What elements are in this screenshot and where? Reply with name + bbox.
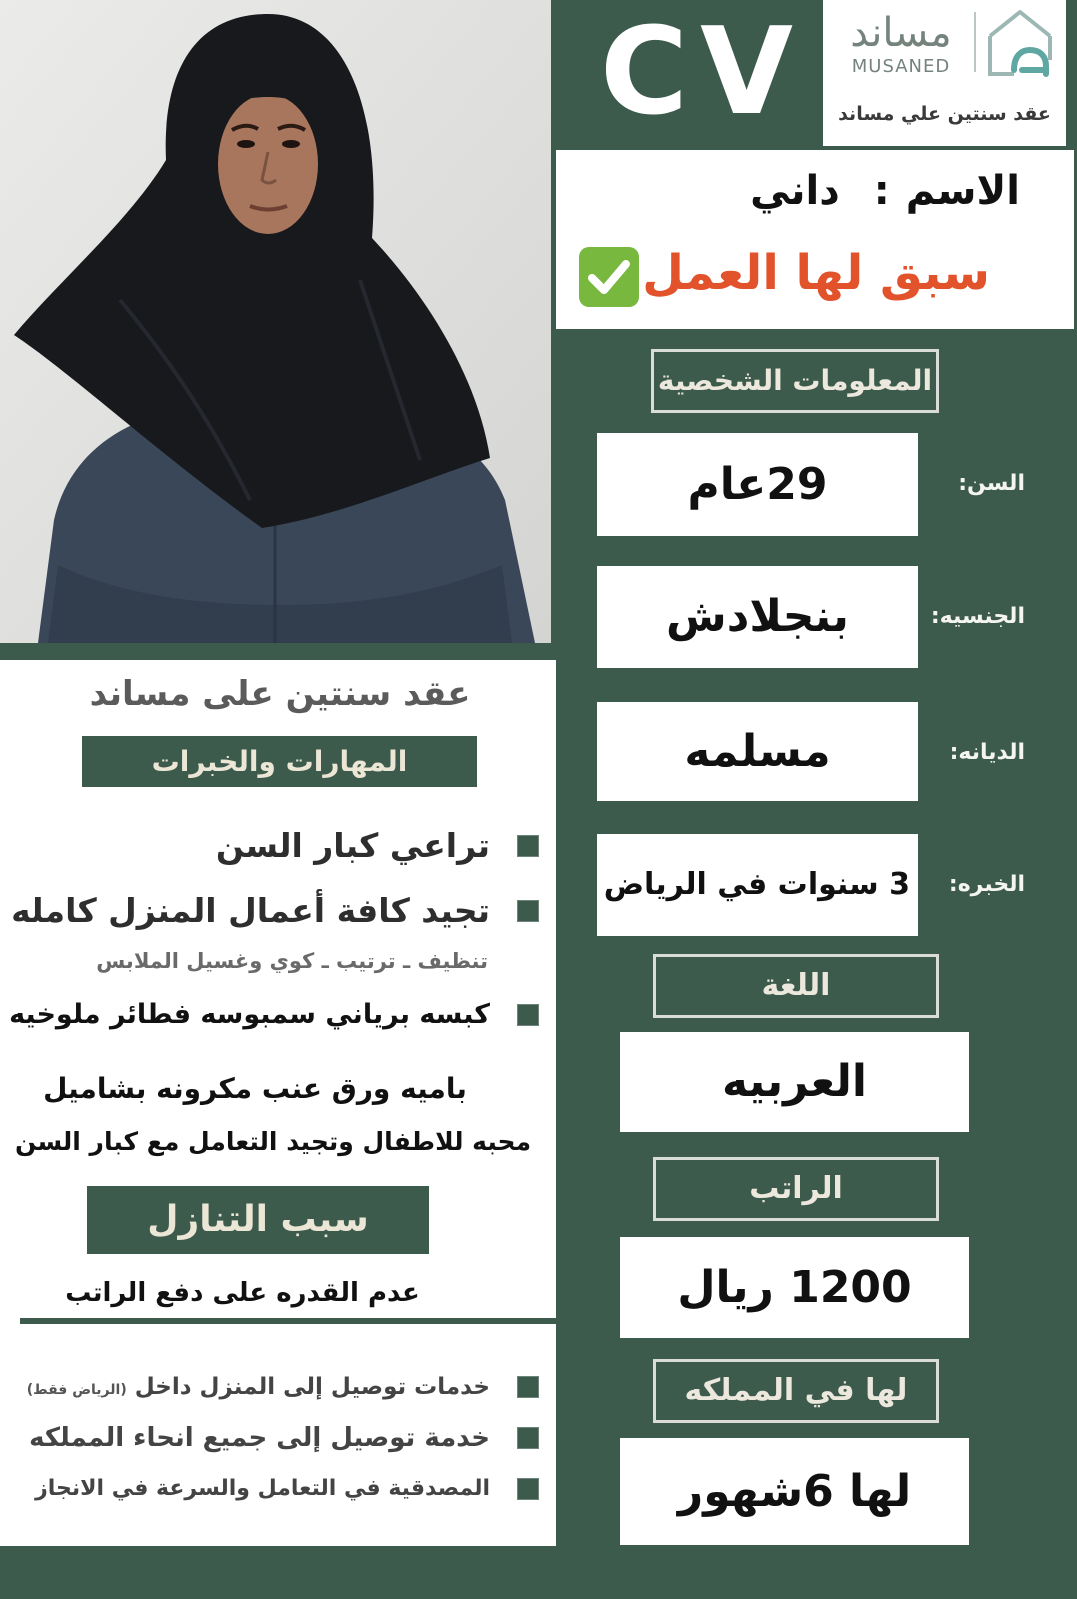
musaned-logo-icon <box>984 6 1056 78</box>
nationality-value: بنجلادش <box>597 566 918 668</box>
skill-item: تجيد كافة أعمال المنزل كامله <box>11 891 490 930</box>
salary-title: الراتب <box>653 1157 939 1221</box>
square-bullet-icon <box>517 1004 539 1026</box>
logo-tagline: عقد سنتين علي مساند <box>838 103 1051 125</box>
service-item: المصدقية في التعامل والسرعة في الانجاز <box>35 1476 490 1501</box>
nationality-label: الجنسيه: <box>930 604 1025 629</box>
square-bullet-icon <box>517 900 539 922</box>
logo-divider <box>974 12 976 72</box>
skill-item: تراعي كبار السن <box>215 826 490 865</box>
waiver-reason-title: سبب التنازل <box>87 1186 429 1254</box>
religion-value: مسلمه <box>597 702 918 801</box>
cv-title: CV <box>600 3 805 142</box>
name-label: الاسم <box>905 168 1020 214</box>
waiver-reason: عدم القدره على دفع الراتب <box>65 1278 420 1308</box>
service-item <box>20 1367 490 1407</box>
musaned-logo-box <box>823 0 1066 146</box>
square-bullet-icon <box>517 1478 539 1500</box>
service-text: خدمات توصيل إلى المنزل داخل <box>134 1374 490 1400</box>
square-bullet-icon <box>517 1376 539 1398</box>
personal-info-title: المعلومات الشخصية <box>651 349 939 413</box>
logo-name-arabic: مساند <box>850 10 952 56</box>
experience-label: الخبره: <box>948 872 1025 897</box>
square-bullet-icon <box>517 1427 539 1449</box>
name-separator: : <box>873 168 890 214</box>
time-in-kingdom-title: لها في المملكه <box>653 1359 939 1423</box>
skill-item: كبسه برياني سمبوسه فطائر ملوخيه <box>9 999 490 1030</box>
age-value: 29عام <box>597 433 918 536</box>
age-label: السن: <box>958 471 1025 496</box>
religion-label: الديانه: <box>949 740 1025 765</box>
check-mark-icon <box>576 244 642 310</box>
language-value: العربيه <box>620 1032 969 1132</box>
logo-name-english: MUSANED <box>851 56 951 77</box>
skill-line: محبه للاطفال وتجيد التعامل مع كبار السن <box>14 1127 532 1156</box>
profile-photo <box>0 0 551 643</box>
skills-title: المهارات والخبرات <box>82 736 477 787</box>
experience-value: 3 سنوات في الرياض <box>597 834 918 936</box>
service-item: خدمة توصيل إلى جميع انحاء المملكه <box>29 1423 490 1453</box>
name-row <box>670 160 1020 222</box>
time-in-kingdom-value: لها 6شهور <box>620 1438 969 1545</box>
language-title: اللغة <box>653 954 939 1018</box>
contract-heading: عقد سنتين على مساند <box>89 674 471 714</box>
work-status: سبق لها العمل <box>642 245 990 301</box>
panel-divider <box>20 1318 556 1324</box>
worker-name: داني <box>750 168 840 214</box>
service-note: (الرياض فقط) <box>26 1382 127 1398</box>
skill-line: باميه ورق عنب مكرونه بشاميل <box>43 1072 467 1105</box>
salary-value: 1200 ريال <box>620 1237 969 1338</box>
square-bullet-icon <box>517 835 539 857</box>
skill-subitem: تنظيف ـ ترتيب ـ كوي وغسيل الملابس <box>96 949 488 973</box>
